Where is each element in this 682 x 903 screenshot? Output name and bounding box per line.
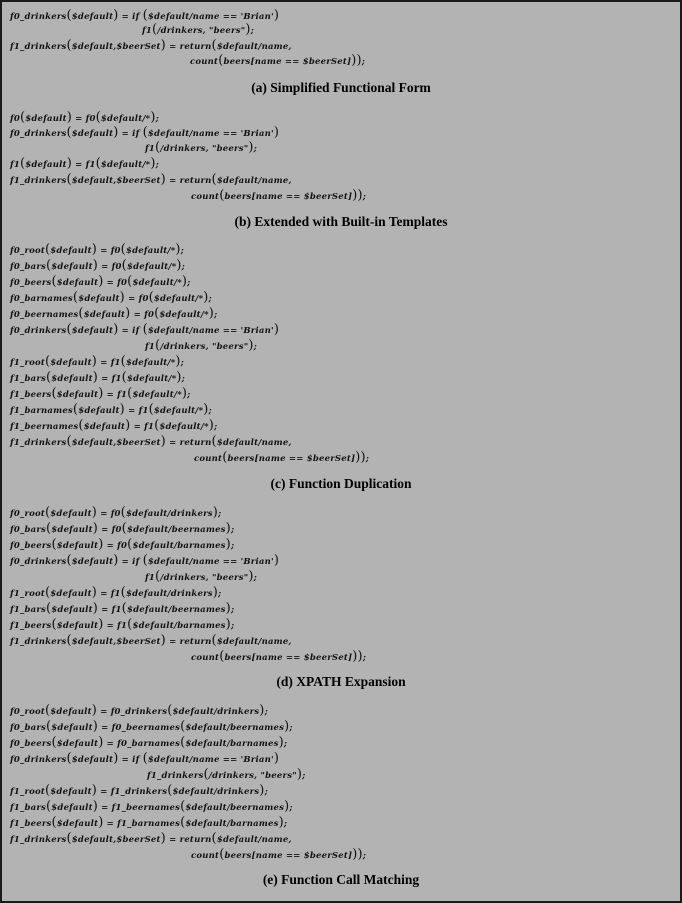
code-line: f0_beers($default) = f0($default/*); [10, 274, 191, 289]
code-line: f0_drinkers($default) = if ($default/name == 'Brian') [10, 125, 280, 140]
code-line: f1_root($default) = f1_drinkers($default/drinkers); [10, 783, 268, 798]
code-line: f1_bars($default) = f1_beernames($default/beernames); [10, 799, 293, 814]
code-line: f0_drinkers($default) = if ($default/name == 'Brian') [10, 322, 280, 337]
code-line: f0($default) = f0($default/*); [10, 110, 159, 125]
code-line: f1_beers($default) = f1($default/*); [10, 386, 191, 401]
subfigure-caption: (d) XPATH Expansion [276, 674, 406, 689]
code-line: f1_root($default) = f1($default/drinkers); [10, 585, 222, 600]
code-line: count(beers[name == $beerSet])); [191, 649, 367, 664]
code-line: f0_beers($default) = f0($default/barnames); [10, 537, 235, 552]
code-line: f0_bars($default) = f0_beernames($default/beernames); [10, 719, 293, 734]
code-line: f1(/drinkers, "beers"); [145, 140, 257, 155]
code-line: f0_barnames($default) = f0($default/*); [10, 290, 212, 305]
code-line: f1(/drinkers, "beers"); [142, 22, 254, 37]
code-line: f0_root($default) = f0($default/*); [10, 242, 184, 257]
code-line: f0_root($default) = f0($default/drinkers); [10, 505, 222, 520]
code-line: f1_drinkers($default,$beerSet) = return($default/name, [10, 434, 292, 449]
code-line: f1($default) = f1($default/*); [10, 156, 159, 171]
subfigure-caption: (c) Function Duplication [270, 476, 412, 491]
code-line: count(beers[name == $beerSet])); [190, 53, 366, 68]
code-line: count(beers[name == $beerSet])); [194, 450, 370, 465]
code-line: f1_drinkers($default,$beerSet) = return($default/name, [10, 831, 292, 846]
code-line: f1(/drinkers, "beers"); [145, 338, 257, 353]
code-line: f1_beers($default) = f1_barnames($default/barnames); [10, 815, 288, 830]
code-line: f0_bars($default) = f0($default/beernames); [10, 521, 235, 536]
code-line: f1_drinkers(/drinkers, "beers"); [147, 767, 306, 782]
code-line: f0_drinkers($default) = if ($default/name == 'Brian') [10, 751, 280, 766]
code-line: f1_barnames($default) = f1($default/*); [10, 402, 212, 417]
code-line: f1(/drinkers, "beers"); [145, 569, 257, 584]
subfigure-caption: (e) Function Call Matching [262, 872, 420, 887]
code-line: f0_drinkers($default) = if ($default/name == 'Brian') [10, 553, 280, 568]
subfigure-caption: (a) Simplified Functional Form [251, 80, 431, 95]
code-line: f1_drinkers($default,$beerSet) = return($default/name, [10, 38, 292, 53]
code-line: f0_beers($default) = f0_barnames($default/barnames); [10, 735, 288, 750]
code-line: f0_bars($default) = f0($default/*); [10, 258, 185, 273]
code-line: f1_drinkers($default,$beerSet) = return($default/name, [10, 633, 292, 648]
code-line: f0_beernames($default) = f0($default/*); [10, 306, 218, 321]
code-line: f1_drinkers($default,$beerSet) = return($default/name, [10, 172, 292, 187]
subfigure-caption: (b) Extended with Built-in Templates [234, 214, 448, 229]
code-line: f1_beers($default) = f1($default/barnames); [10, 617, 235, 632]
code-line: f1_bars($default) = f1($default/beernames); [10, 601, 235, 616]
code-line: count(beers[name == $beerSet])); [191, 847, 367, 862]
code-line: f1_bars($default) = f1($default/*); [10, 370, 185, 385]
code-line: f0_drinkers($default) = if ($default/name == 'Brian') [10, 8, 280, 23]
code-line: count(beers[name == $beerSet])); [191, 188, 367, 203]
code-line: f1_root($default) = f1($default/*); [10, 354, 184, 369]
code-line: f0_root($default) = f0_drinkers($default/drinkers); [10, 703, 268, 718]
code-line: f1_beernames($default) = f1($default/*); [10, 418, 218, 433]
